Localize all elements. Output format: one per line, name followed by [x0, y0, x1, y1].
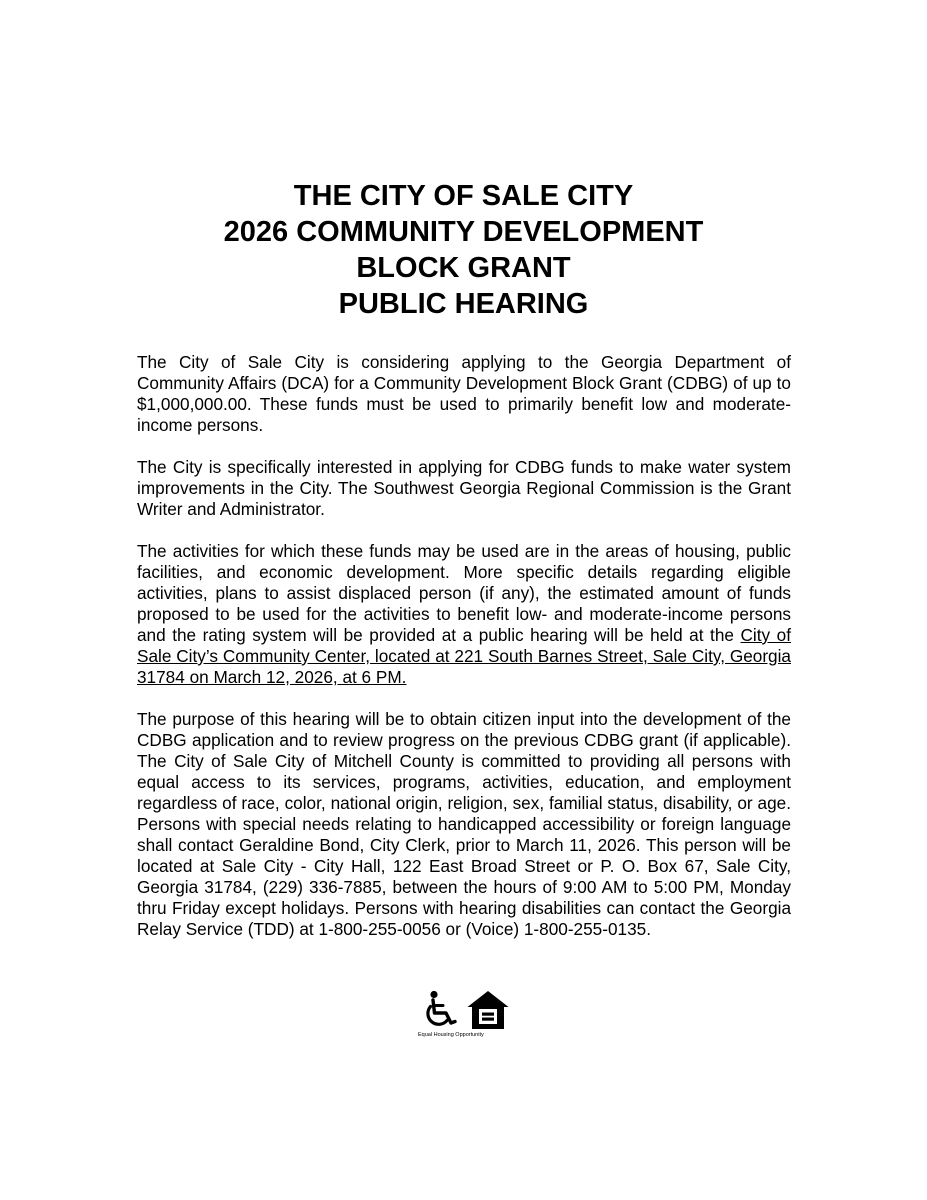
- title-line-4: PUBLIC HEARING: [338, 288, 589, 320]
- wheelchair-icon: [422, 990, 460, 1030]
- document-title: [0, 178, 927, 322]
- hearing-location-text: City of Sale City’s Community Center, located at 221 South Barnes Street, Sale City, Georgia 31784 on March 12, 2026, at 6 PM.: [137, 625, 791, 687]
- title-line-3: BLOCK GRANT: [356, 252, 571, 284]
- paragraph-purpose: The purpose of this hearing will be to obtain citizen input into the development of the CDBG application and to review progress on the previous CDBG grant (if applicable). The City of Sale City of Mitchell County is committed to providing all persons with equal access to its services, programs, activities, education, and employment regardless of race, color, national origin, religion, sex, familial status, disability, or age. Persons with special needs relating to handicapped accessibility or foreign language shall contact Geraldine Bond, City Clerk, prior to March 11, 2026. This person will be located at Sale City - City Hall, 122 East Broad Street or P. O. Box 67, Sale City, Georgia 31784, (229) 336-7885, between the hours of 9:00 AM to 5:00 PM, Monday thru Friday except holidays. Persons with hearing disabilities can contact the Georgia Relay Service (TDD) at 1-800-255-0056 or (Voice) 1-800-255-0135.: [137, 709, 791, 939]
- logo-group: [416, 990, 516, 1050]
- title-line-2: 2026 COMMUNITY DEVELOPMENT: [223, 216, 704, 248]
- activities-text: The activities for which these funds may be used are in the areas of housing, public facilities, and economic development. More specific details regarding eligible activities, plans to assist displaced person (if any), the estimated amount of funds proposed to be used for the activities to benefit low- and moderate-income persons and the rating system will be provided at a public hearing will be held at the: [137, 541, 791, 645]
- logo-icons: [422, 990, 516, 1030]
- equal-housing-icon: [466, 990, 510, 1030]
- title-line-1: THE CITY OF SALE CITY: [293, 180, 634, 212]
- paragraph-intro: The City of Sale City is considering applying to the Georgia Department of Community Affairs (DCA) for a Community Development Block Grant (CDBG) of up to $1,000,000.00. These funds must be used to primarily benefit low and moderate-income persons.: [137, 352, 791, 435]
- notice-body: [137, 352, 791, 961]
- paragraph-activities: [137, 541, 791, 688]
- paragraph-project: The City is specifically interested in applying for CDBG funds to make water system improvements in the City. The Southwest Georgia Regional Commission is the Grant Writer and Administrator.: [137, 457, 791, 519]
- equal-housing-caption: Equal Housing Opportunity: [418, 1032, 484, 1038]
